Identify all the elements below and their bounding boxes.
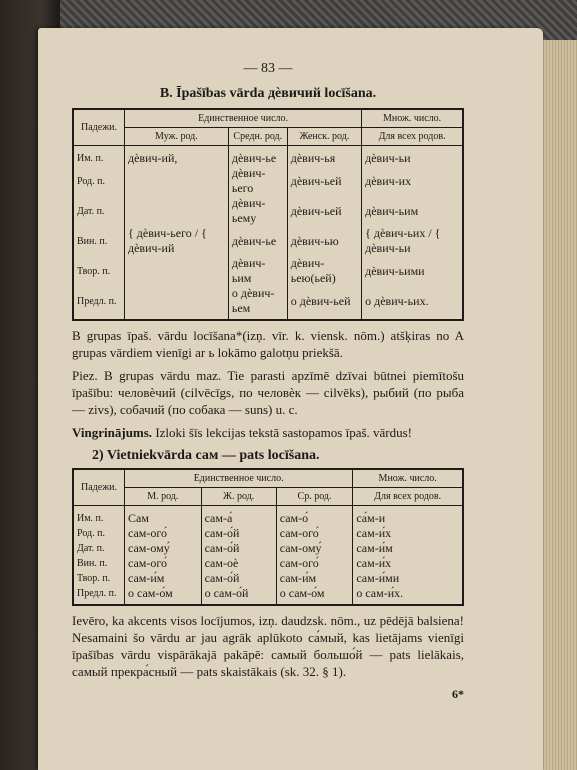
table2-header-plural: Множ. число.: [353, 469, 463, 488]
neut-cell: сам-ого́: [276, 526, 353, 541]
case-cell: Вин. п.: [73, 556, 125, 571]
neut-cell: дѐвич-ье: [228, 226, 287, 256]
case-cell: Твор. п.: [73, 571, 125, 586]
plural-cell: сам-и́х: [353, 526, 463, 541]
plural-cell: сам-и́м: [353, 541, 463, 556]
neut-cell: о дѐвич-ьем: [228, 286, 287, 320]
plural-cell: са́м-и: [353, 506, 463, 527]
table1-header-fem: Женск. род.: [287, 128, 361, 146]
paragraph-b-group: B grupas īpaš. vārdu locīšana*(izņ. vīr. k. viensk. nōm.) atšķiras no A grupas vārdiem vienīgi ar ь lokāmo galotņu priekšā.: [72, 328, 464, 360]
section-b-heading: B. Īpašības vārda дѐвичий locīšana.: [159, 86, 377, 101]
table-row: [73, 556, 463, 571]
exercise-text: Izloki šīs lekcijas tekstā sastopamos īpaš. vārdus!: [155, 425, 413, 440]
plural-cell: дѐвич-ьи: [362, 146, 463, 167]
declension-table-sam: [72, 468, 464, 606]
table2-header-neut: Ср. род.: [276, 488, 353, 506]
neut-cell: сам-ого́: [276, 556, 353, 571]
neut-cell: дѐвич-ьему: [228, 196, 287, 226]
masc-cell: о сам-о́м: [125, 586, 202, 605]
table-row: [73, 196, 463, 226]
fem-cell: сам-о́й: [201, 571, 276, 586]
neut-cell: дѐвич-ьего: [228, 166, 287, 196]
case-cell: Род. п.: [73, 166, 125, 196]
table-row: [73, 571, 463, 586]
page-number: — 83 —: [243, 61, 293, 76]
case-cell: Им. п.: [73, 146, 125, 167]
plural-cell: о сам-и́х.: [353, 586, 463, 605]
table2-header-masc: М. род.: [125, 488, 202, 506]
masc-cell: сам-ому́: [125, 541, 202, 556]
case-cell: Им. п.: [73, 506, 125, 527]
exercise-label: Vingrinājums.: [72, 425, 153, 440]
fem-cell: сам-о́й: [201, 541, 276, 556]
neut-cell: о сам-о́м: [276, 586, 353, 605]
table-row: [73, 506, 463, 527]
case-cell: Род. п.: [73, 526, 125, 541]
neut-cell: сам-о́: [276, 506, 353, 527]
fem-cell: дѐвич-ья: [287, 146, 361, 167]
case-cell: Твор. п.: [73, 256, 125, 286]
case-cell: Предл. п.: [73, 286, 125, 320]
plural-cell: о дѐвич-ьих.: [362, 286, 463, 320]
masc-cell: сам-и́м: [125, 571, 202, 586]
table1-header-masc: Муж. род.: [125, 128, 229, 146]
table1-header-plural: Множ. число.: [362, 109, 463, 128]
masc-cell: сам-ого́: [125, 526, 202, 541]
table-row: [73, 226, 463, 256]
masc-cell: дѐвич-ий,: [125, 146, 229, 167]
table-row: [73, 586, 463, 605]
table-row: [73, 146, 463, 167]
masc-cell: сам-ого́: [125, 556, 202, 571]
case-cell: Вин. п.: [73, 226, 125, 256]
plural-cell: сам-и́х: [353, 556, 463, 571]
masc-cell: Сам: [125, 506, 202, 527]
neut-cell: дѐвич-ьим: [228, 256, 287, 286]
masc-cell: [125, 166, 229, 196]
fem-cell: о сам-о́й: [201, 586, 276, 605]
table2-header-case: Падежи.: [73, 469, 125, 506]
paragraph-accent-note: Ievēro, ka akcents visos locījumos, izņ. daudzsk. nōm., uz pēdējā balsienа! Nesamaini šo vārdu ar jau agrāk aplūkoto са́мый, kas lietājams vienīgi īpašības vārdu vispārākajā pakāpē: самый большо́й — pats lielākais, самый прекра́сный — pats skaistākais (sk. 32. § 1).: [72, 613, 464, 679]
masc-cell: [125, 256, 229, 286]
masc-cell: { дѐвич-ьего / { дѐвич-ий: [125, 226, 229, 256]
table-row: [73, 166, 463, 196]
declension-table-devichiy: [72, 108, 464, 321]
masc-cell: [125, 196, 229, 226]
paragraph-note: Piez. B grupas vārdu maz. Tie parasti apzīmē dzīvai būtnei piemītošu īpašību: человѐчий (cilvēcīgs, по человѐк — cilvēks), рыбий (по рыба — zivs), собачий (по собака — suns) u. c.: [72, 368, 464, 417]
plural-cell: дѐвич-ьим: [362, 196, 463, 226]
table2-header-singular: Единственное число.: [125, 469, 353, 488]
plural-cell: дѐвич-их: [362, 166, 463, 196]
neut-cell: дѐвич-ье: [228, 146, 287, 167]
plural-cell: дѐвич-ьими: [362, 256, 463, 286]
table1-header-case: Падежи.: [73, 109, 125, 146]
table1-header-neut: Средн. род.: [228, 128, 287, 146]
fem-cell: дѐвич-ьею(ьей): [287, 256, 361, 286]
fem-cell: сам-оѐ: [201, 556, 276, 571]
case-cell: Дат. п.: [73, 541, 125, 556]
page-content: [72, 60, 464, 703]
fem-cell: дѐвич-ью: [287, 226, 361, 256]
table-row: [73, 541, 463, 556]
plural-cell: сам-и́ми: [353, 571, 463, 586]
fem-cell: сам-а́: [201, 506, 276, 527]
table1-header-singular: Единственное число.: [125, 109, 362, 128]
fem-cell: дѐвич-ьей: [287, 166, 361, 196]
fem-cell: сам-о́й: [201, 526, 276, 541]
table1-header-all: Для всех родов.: [362, 128, 463, 146]
case-cell: Предл. п.: [73, 586, 125, 605]
plural-cell: { дѐвич-ьих / { дѐвич-ьи: [362, 226, 463, 256]
masc-cell: [125, 286, 229, 320]
neut-cell: сам-и́м: [276, 571, 353, 586]
neut-cell: сам-ому́: [276, 541, 353, 556]
section-2-heading: 2) Vietniekvārda сам — pats locīšana.: [92, 448, 320, 463]
table-row: [73, 256, 463, 286]
case-cell: Дат. п.: [73, 196, 125, 226]
table2-header-all: Для всех родов.: [353, 488, 463, 506]
signature-mark: 6*: [452, 687, 464, 701]
table-row: [73, 286, 463, 320]
exercise-paragraph: [72, 424, 464, 441]
table2-header-fem: Ж. род.: [201, 488, 276, 506]
table-row: [73, 526, 463, 541]
fem-cell: дѐвич-ьей: [287, 196, 361, 226]
fem-cell: о дѐвич-ьей: [287, 286, 361, 320]
